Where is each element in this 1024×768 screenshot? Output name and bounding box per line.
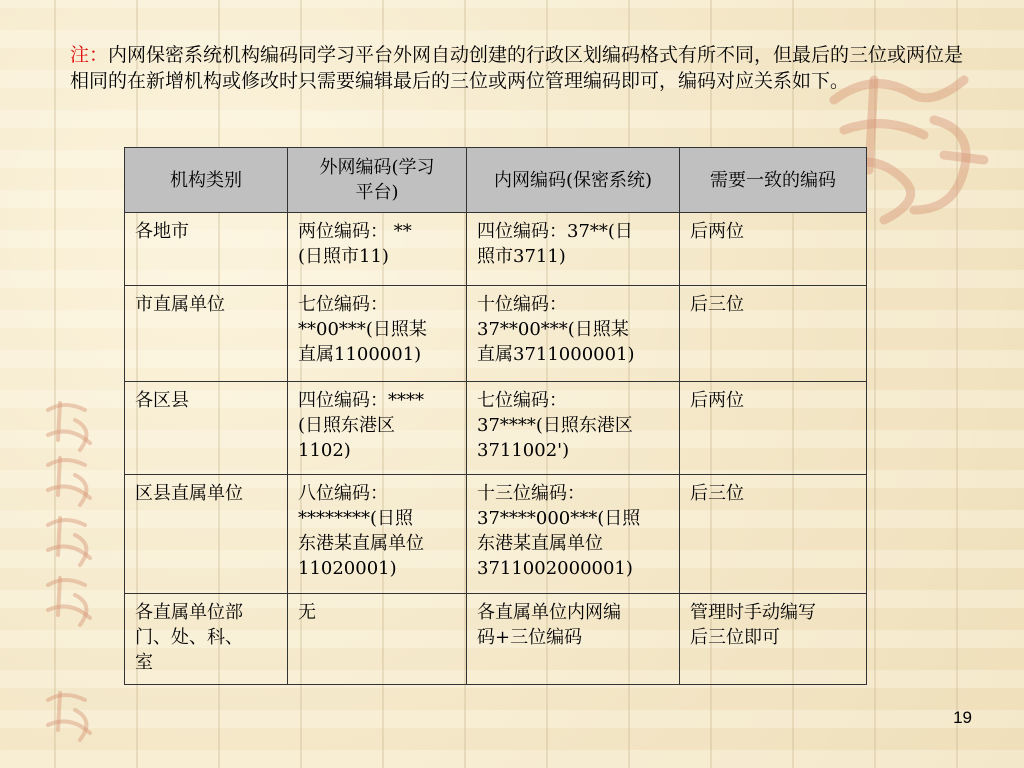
note-text: 内网保密系统机构编码同学习平台外网自动创建的行政区划编码格式有所不同，但最后的三位或两位是相同的在新增机构或修改时只需要编辑最后的三位或两位管理编码即可，编码对应关系如下。 xyxy=(70,44,964,92)
table-cell: 两位编码： ** (日照市11) xyxy=(288,213,467,286)
table-cell: 无 xyxy=(288,594,467,685)
table-row xyxy=(125,475,867,594)
page-number: 19 xyxy=(953,708,972,727)
table-header-row xyxy=(125,148,867,213)
decorative-seal-icon xyxy=(40,570,100,630)
table-row xyxy=(125,594,867,685)
table-cell: 市直属单位 xyxy=(125,286,288,382)
table-cell: 后两位 xyxy=(680,213,867,286)
column-header: 外网编码(学习 平台) xyxy=(288,148,467,213)
table-cell: 七位编码： 37****(日照东港区 3711002') xyxy=(467,382,680,475)
table-row xyxy=(125,382,867,475)
decorative-seal-icon xyxy=(40,450,100,510)
table-cell: 各直属单位内网编 码+三位编码 xyxy=(467,594,680,685)
table-row xyxy=(125,213,867,286)
decorative-seal-icon xyxy=(40,510,100,570)
code-mapping-table xyxy=(124,147,867,685)
table-cell: 四位编码：**** (日照东港区 1102) xyxy=(288,382,467,475)
table-row xyxy=(125,286,867,382)
column-header: 内网编码(保密系统) xyxy=(467,148,680,213)
note-paragraph xyxy=(70,42,970,94)
table-cell: 各地市 xyxy=(125,213,288,286)
table-cell: 四位编码：37**(日 照市3711) xyxy=(467,213,680,286)
table-cell: 七位编码： **00***(日照某 直属1100001) xyxy=(288,286,467,382)
note-label: 注： xyxy=(70,44,109,66)
table-cell: 各区县 xyxy=(125,382,288,475)
decorative-seal-icon xyxy=(40,395,100,455)
column-header: 需要一致的编码 xyxy=(680,148,867,213)
column-header: 机构类别 xyxy=(125,148,288,213)
table-cell: 各直属单位部 门、处、科、 室 xyxy=(125,594,288,685)
table-cell: 十位编码： 37**00***(日照某 直属3711000001) xyxy=(467,286,680,382)
table-cell: 八位编码： ********(日照 东港某直属单位 11020001) xyxy=(288,475,467,594)
decorative-seal-icon xyxy=(40,685,100,745)
table-cell: 后两位 xyxy=(680,382,867,475)
table-cell: 十三位编码： 37****000***(日照 东港某直属单位 3711002000001) xyxy=(467,475,680,594)
table-cell: 后三位 xyxy=(680,286,867,382)
table-cell: 区县直属单位 xyxy=(125,475,288,594)
table-cell: 后三位 xyxy=(680,475,867,594)
table-cell: 管理时手动编写 后三位即可 xyxy=(680,594,867,685)
